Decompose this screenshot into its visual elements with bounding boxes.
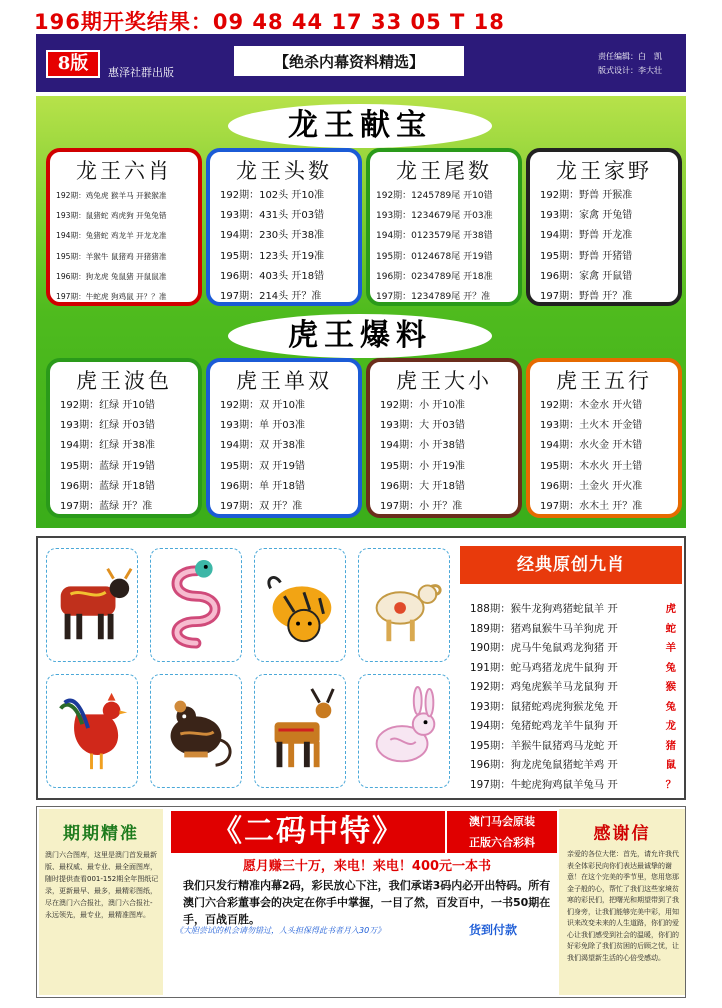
list-item (470, 600, 682, 620)
list-item-result: ？ (665, 778, 676, 791)
panel-dragon-six-zodiac (46, 148, 202, 306)
panel-tiger-five-elements (526, 358, 682, 518)
panel-row: 195期：123头 开19准 (220, 250, 325, 262)
nine-zodiac-list (470, 600, 682, 795)
panel-row: 193期：大 开03错 (380, 420, 465, 432)
panel-row: 197期：1234789尾 开？准 (376, 292, 491, 303)
list-item-text: 188期：猴牛龙狗鸡猪蛇鼠羊 开 (470, 603, 618, 615)
panel-row: 192期：1245789尾 开10错 (376, 191, 493, 201)
ox-image (46, 548, 138, 662)
panel-row: 197期：蓝绿 开？准 (60, 501, 153, 513)
panel-row: 194期：0123579尾 开38错 (376, 231, 493, 242)
list-item-text: 197期：牛蛇虎狗鸡鼠羊兔马 开 (470, 778, 618, 791)
panel-tiger-wave-color (46, 358, 202, 518)
section-title-dragon: 龙王献宝 (228, 104, 492, 148)
panel-row: 196期：蓝绿 开18错 (60, 480, 155, 492)
list-item (470, 776, 682, 796)
header-title: 【绝杀内幕资料精选】 (234, 46, 464, 76)
list-item-text: 193期：鼠猪蛇鸡虎狗猴龙兔 开 (470, 700, 618, 713)
designer-label: 版式设计：李大壮 (598, 66, 662, 75)
sheep-image (358, 548, 450, 662)
section-title-tiger: 虎王爆料 (228, 314, 492, 358)
list-item-result: 虎 (665, 603, 676, 615)
panel-dragon-head-number (206, 148, 362, 306)
header-bar (36, 34, 686, 92)
list-item (470, 620, 682, 640)
panel-row: 195期：野兽 开猪错 (540, 250, 633, 262)
banner-side-line: 正版六合彩料 (469, 836, 535, 849)
panel-title: 龙王家野 (556, 159, 652, 183)
panel-row: 197期：小 开？准 (380, 501, 463, 513)
slogan: 愿月赚三十万，来电！来电！400元一本书 (242, 859, 492, 874)
goat-image (254, 674, 346, 788)
advertisement-section (36, 806, 686, 998)
list-item (470, 737, 682, 757)
panel-row: 196期：403头 开18错 (220, 270, 325, 282)
panel-row: 196期：单 开18错 (220, 480, 305, 492)
edition-badge: 8版 (46, 50, 100, 78)
left-column-title: 期期精准 (63, 824, 139, 844)
panel-row: 197期：野兽 开？准 (540, 291, 633, 303)
list-item (470, 639, 682, 659)
panel-row: 196期：土金火 开火准 (540, 480, 643, 492)
list-item-text: 195期：羊猴牛鼠猪鸡马龙蛇 开 (470, 739, 618, 752)
cash-on-delivery-label: 货到付款 (469, 923, 518, 937)
prediction-section (36, 96, 686, 528)
left-column (39, 809, 163, 995)
list-item-text: 194期：兔猪蛇鸡龙羊牛鼠狗 开 (470, 720, 618, 732)
panel-title: 虎王五行 (556, 369, 652, 393)
panel-title: 虎王大小 (396, 369, 492, 393)
panel-row: 193期：红绿 开03错 (60, 420, 155, 432)
panel-row: 192期：木金水 开火错 (540, 400, 643, 411)
panel-row: 197期：双 开？准 (220, 501, 303, 513)
tiger-image (254, 548, 346, 662)
panel-row: 192期：102头 开10准 (220, 190, 325, 201)
panel-title: 虎王波色 (76, 369, 172, 393)
results-line: 196期开奖结果：09 48 44 17 33 05 T 18 (34, 10, 505, 34)
thank-you-body: 亲爱的各位大佬：首先，请允许我代表全体彩民向你们表达最诚挚的谢意！在这个完美的季节里，您用您那金子般的心，帮忙了我们这些家境贫寒的彩民们，把曙光和期望带到了我们身旁，让我们能够完美中彩，用知识来改变未来的人生道路，你们的爱心让我们感受到社会的温暖，你们的好彩免除了我们贫困的后顾之忧，让我们渴望新生活的心倍受感动。 (567, 850, 679, 962)
list-item (470, 678, 682, 698)
two-code-banner: 《二码中特》 (171, 811, 445, 853)
rat-image (150, 674, 242, 788)
editors-credits (598, 50, 662, 78)
panel-row: 195期：蓝绿 开19错 (60, 460, 155, 472)
panel-row: 194期：230头 开38准 (220, 230, 325, 242)
panel-row: 194期：双 开38准 (220, 440, 305, 452)
list-item-text: 196期：狗龙虎兔鼠猪蛇羊鸡 开 (470, 759, 618, 771)
list-item-result: 兔 (665, 700, 676, 713)
panel-row: 196期：家禽 开鼠错 (540, 270, 633, 282)
panel-row: 194期：小 开38错 (380, 440, 465, 452)
panel-row: 192期：鸡兔虎 猴羊马 开猴猴准 (56, 191, 167, 200)
panel-row: 192期：红绿 开10错 (60, 400, 155, 411)
panel-row: 193期：家禽 开兔错 (540, 210, 633, 222)
list-item-result: 猴 (665, 681, 676, 693)
panel-row: 192期：小 开10准 (380, 400, 465, 411)
panel-tiger-big-small (366, 358, 522, 518)
rooster-image (46, 674, 138, 788)
panel-row: 196期：大 开18错 (380, 480, 465, 492)
left-column-body: 澳门六合图库，这里是澳门首发最新版、最权威、最专业、最全面图库，随时提供查看001-152期全年图纸记录，更新最早、最多，最精彩图纸，尽在澳门六合报社，澳门六合报社-永远领先，最专业，最精准图库。 (45, 851, 159, 919)
list-item-text: 190期：虎马牛兔鼠鸡龙狗猪 开 (470, 642, 618, 654)
panel-title: 龙王六肖 (76, 159, 172, 183)
thank-you-title: 感谢信 (593, 824, 651, 844)
panel-row: 193期：1234679尾 开03准 (376, 211, 493, 222)
panel-row: 195期：木水火 开土错 (540, 460, 643, 472)
banner-side-text (447, 811, 557, 853)
panel-row: 197期：214头 开？准 (220, 291, 322, 303)
panel-row: 195期：羊猴牛 鼠猪鸡 开猪猪准 (56, 251, 167, 261)
list-item (470, 698, 682, 718)
promo-tagline: 《大胆尝试的机会请勿错过，人头担保得此书者月入30万》 (175, 926, 386, 935)
list-item-result: 猪 (665, 739, 676, 752)
rabbit-image (358, 674, 450, 788)
banner-side-line: 澳门马会原装 (469, 815, 535, 828)
list-item-result: 龙 (665, 720, 676, 732)
list-item-result: 兔 (665, 661, 676, 674)
list-item-text: 189期：猪鸡鼠猴牛马羊狗虎 开 (470, 622, 618, 635)
panel-row: 197期：牛蛇虎 狗鸡鼠 开？？准 (56, 292, 167, 302)
publisher-label: 惠泽社群出版 (108, 66, 174, 79)
snake-image (150, 548, 242, 662)
panel-row: 194期：红绿 开38准 (60, 440, 155, 452)
panel-title: 龙王尾数 (396, 159, 492, 183)
panel-row: 194期：野兽 开龙准 (540, 230, 633, 242)
panel-dragon-tail-number (366, 148, 522, 306)
nine-zodiac-title: 经典原创九肖 (460, 546, 682, 584)
list-item-text: 192期：鸡兔虎猴羊马龙鼠狗 开 (470, 681, 618, 693)
editor-label: 责任编辑：白 凯 (598, 52, 662, 61)
panel-row: 192期：野兽 开猴准 (540, 190, 633, 201)
list-item-text: 191期：蛇马鸡猪龙虎牛鼠狗 开 (470, 661, 618, 674)
panel-tiger-odd-even (206, 358, 362, 518)
list-item-result: 蛇 (665, 622, 676, 635)
panel-dragon-domestic-wild (526, 148, 682, 306)
panel-row: 192期：双 开10准 (220, 400, 305, 411)
panel-row: 193期：鼠猪蛇 鸡虎狗 开兔兔错 (56, 211, 167, 221)
list-item (470, 659, 682, 679)
panel-title: 龙王头数 (236, 159, 332, 183)
panel-row: 194期：兔猪蛇 鸡龙羊 开龙龙准 (56, 231, 167, 241)
panel-row: 193期：土火木 开金错 (540, 420, 643, 432)
panel-row: 193期：单 开03准 (220, 420, 305, 432)
promo-body: 我们只发行精准内幕2码，彩民放心下注，我们承诺3码内必开出特码。所有澳门六合彩董事会的决定在你手中掌握，一目了然，百发百中，一书50期在手，百战百胜。 (183, 879, 551, 926)
panel-row: 195期：0124678尾 开19错 (376, 251, 493, 262)
panel-row: 195期：小 开19准 (380, 460, 465, 472)
panel-title: 虎王单双 (236, 369, 332, 393)
panel-row: 194期：水火金 开木错 (540, 440, 643, 452)
list-item (470, 756, 682, 776)
panel-row: 196期：0234789尾 开18准 (376, 271, 493, 282)
panel-row: 196期：狗龙虎 兔鼠猪 开鼠鼠准 (56, 271, 167, 281)
right-column (559, 809, 685, 995)
list-item-result: 鼠 (665, 759, 676, 771)
panel-row: 193期：431头 开03错 (220, 210, 325, 222)
panel-row: 195期：双 开19错 (220, 460, 305, 472)
list-item-result: 羊 (665, 642, 676, 654)
panel-row: 197期：水木土 开？准 (540, 501, 643, 513)
list-item (470, 717, 682, 737)
zodiac-section (36, 536, 686, 800)
